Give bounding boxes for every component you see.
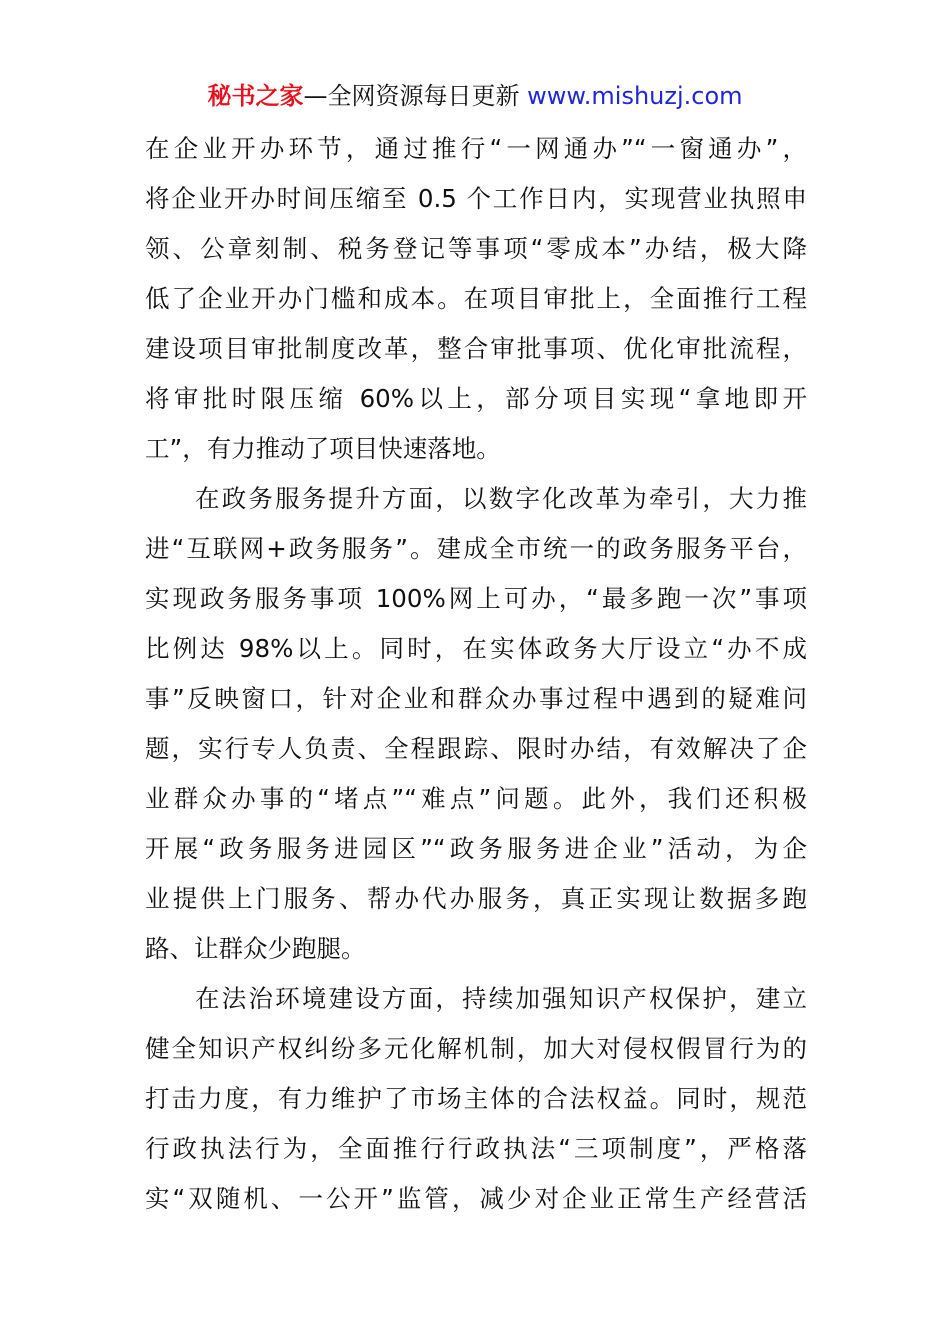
text-line: 题，实行专人负责、全程跟踪、限时办结，有效解决了企 <box>145 734 807 763</box>
text-line: 领、公章刻制、税务登记等事项“零成本”办结，极大降 <box>145 234 807 263</box>
site-url-link[interactable]: www.mishuzj.com <box>527 82 743 110</box>
text-line: 建设项目审批制度改革，整合审批事项、优化审批流程， <box>145 334 807 363</box>
paragraph-legal-environment <box>145 974 807 1224</box>
text-line: 低了企业开办门槛和成本。在项目审批上，全面推行工程 <box>145 284 807 313</box>
document-body <box>145 124 807 1224</box>
text-line: 进“互联网+政务服务”。建成全市统一的政务服务平台， <box>145 534 807 563</box>
text-line: 业群众办事的“堵点”“难点”问题。此外，我们还积极 <box>145 784 807 813</box>
text-line: 在政务服务提升方面，以数字化改革为牵引，大力推 <box>195 484 807 513</box>
text-line: 开展“政务服务进园区”“政务服务进企业”活动，为企 <box>145 834 807 863</box>
text-line: 在企业开办环节，通过推行“一网通办”“一窗通办”， <box>145 134 807 163</box>
text-line: 事”反映窗口，针对企业和群众办事过程中遇到的疑难问 <box>145 684 807 713</box>
site-tagline: —全网资源每日更新 <box>303 82 528 110</box>
text-line: 行政执法行为，全面推行行政执法“三项制度”，严格落 <box>145 1134 807 1163</box>
text-line: 实现政务服务事项 100%网上可办，“最多跑一次”事项 <box>145 584 807 613</box>
text-line: 路、让群众少跑腿。 <box>145 934 366 963</box>
text-line: 将企业开办时间压缩至 0.5 个工作日内，实现营业执照申 <box>145 184 807 213</box>
text-line: 将审批时限压缩 60%以上，部分项目实现“拿地即开 <box>145 384 807 413</box>
site-brand: 秘书之家 <box>207 82 304 110</box>
text-line: 工”，有力推动了项目快速落地。 <box>145 434 501 463</box>
text-line: 实“双随机、一公开”监管，减少对企业正常生产经营活 <box>145 1184 807 1213</box>
paragraph-government-services <box>145 474 807 974</box>
text-line: 业提供上门服务、帮办代办服务，真正实现让数据多跑 <box>145 884 807 913</box>
text-line: 在法治环境建设方面，持续加强知识产权保护，建立 <box>195 984 807 1013</box>
text-line: 打击力度，有力维护了市场主体的合法权益。同时，规范 <box>145 1084 807 1113</box>
page-header <box>0 80 950 112</box>
paragraph-enterprise-startup <box>145 124 807 474</box>
text-line: 比例达 98%以上。同时，在实体政务大厅设立“办不成 <box>145 634 807 663</box>
text-line: 健全知识产权纠纷多元化解机制，加大对侵权假冒行为的 <box>145 1034 807 1063</box>
